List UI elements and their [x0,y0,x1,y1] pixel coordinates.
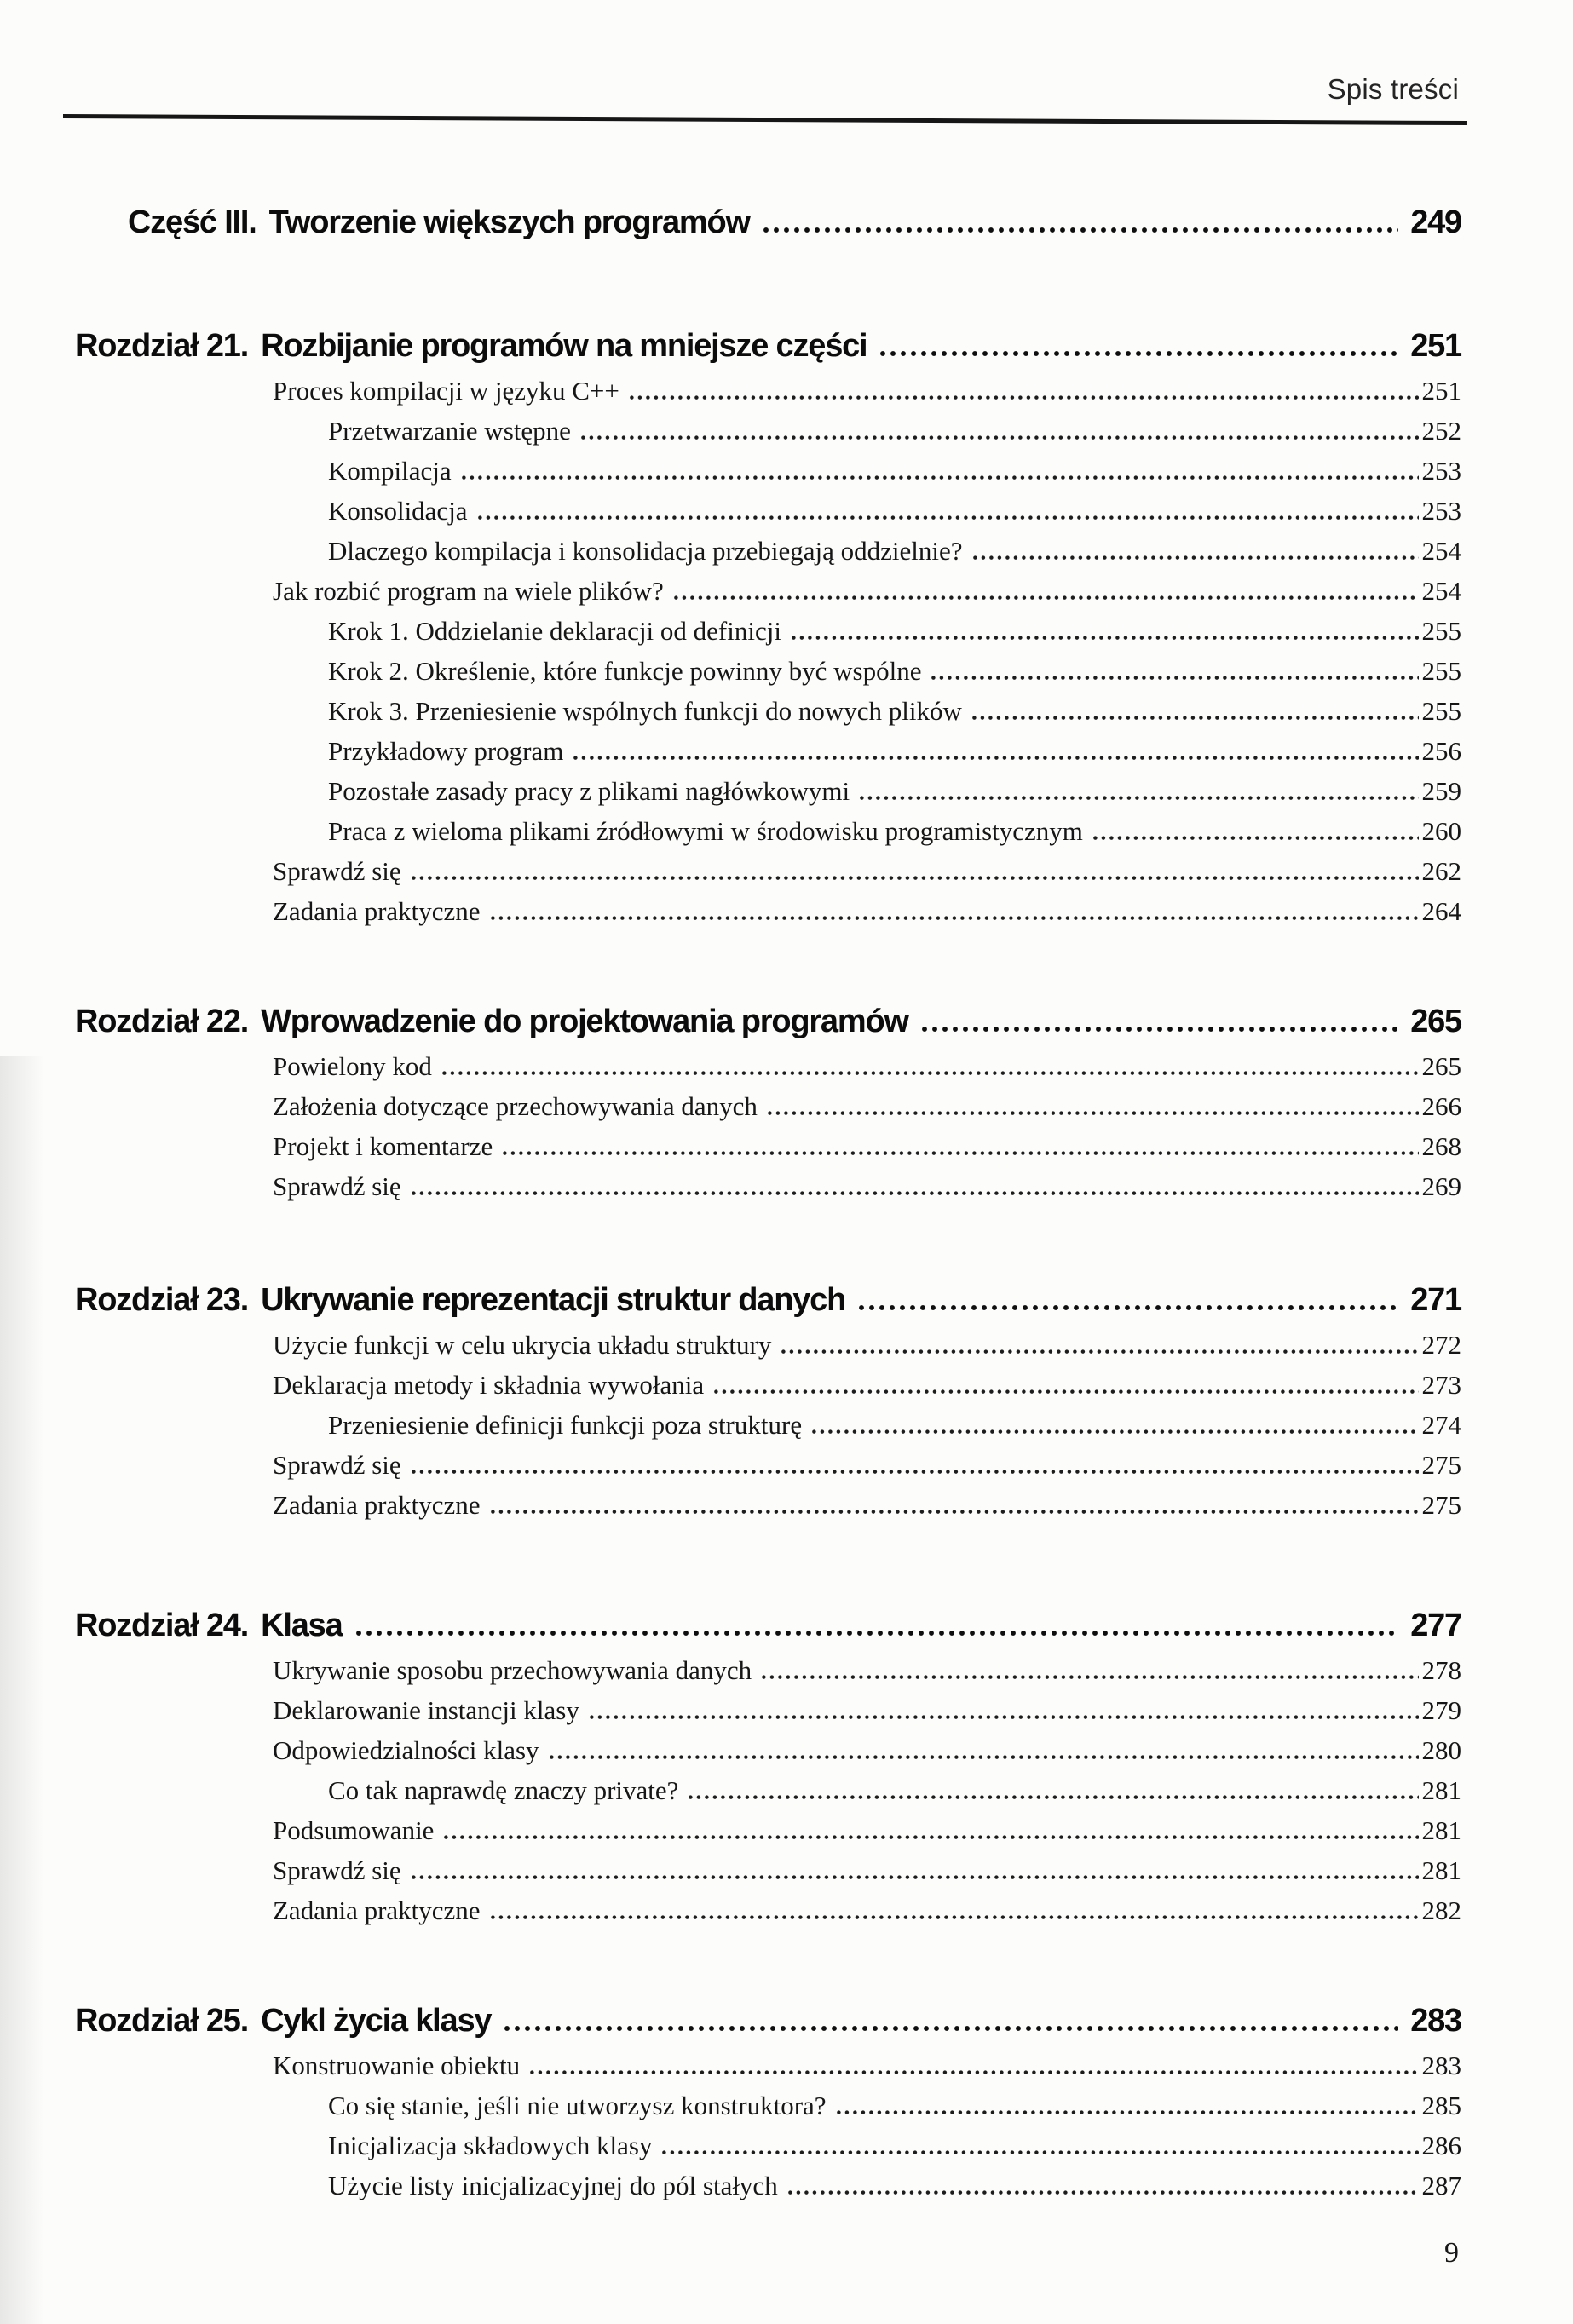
entry-page-ref: 252 [1421,416,1461,446]
entry-title: Konsolidacja [328,496,468,526]
entry-title: Sprawdź się [273,1855,401,1885]
toc-entry [0,2085,1461,2126]
chapter-row [0,321,1461,371]
toc-entry [0,1650,1461,1690]
chapter-page-ref: 283 [1410,2003,1461,2039]
dot-leader [491,1915,1419,1919]
dot-leader [503,1151,1418,1155]
chapter-row [0,1601,1461,1650]
entry-title: Praca z wieloma plikami źródłowymi w środowisku programistycznym [328,816,1083,846]
dot-leader [581,435,1419,440]
toc-entry [0,2045,1461,2085]
entry-title: Jak rozbić program na wiele plików? [273,576,664,606]
toc-entry [0,1810,1461,1850]
entry-page-ref: 259 [1421,776,1461,806]
toc-entry [0,1325,1461,1365]
toc-entry [0,771,1461,811]
entry-page-ref: 283 [1421,2051,1461,2080]
entry-title: Zadania praktyczne [273,1490,481,1520]
toc-entry [0,1046,1461,1086]
entry-title: Co się stanie, jeśli nie utworzysz konstruktora? [328,2091,827,2120]
entry-title: Pozostałe zasady pracy z plikami nagłówkowymi [328,776,850,806]
entry-page-ref: 281 [1421,1855,1461,1885]
chapter-page-ref: 265 [1410,1004,1461,1039]
dot-leader [837,2110,1419,2114]
toc-entry [0,451,1461,491]
entry-page-ref: 280 [1421,1735,1461,1765]
chapter-label: Rozdział 22. [75,1004,249,1039]
dot-leader [491,916,1419,920]
chapter-label: Rozdział 21. [75,328,249,364]
dot-leader [630,395,1419,400]
toc-entry [0,611,1461,651]
chapter-label: Rozdział 23. [75,1282,249,1318]
dot-leader [860,796,1418,800]
toc-entry [0,1126,1461,1166]
chapter-title: Wprowadzenie do projektowania programów [261,1004,908,1039]
chapter-row [0,1275,1461,1325]
dot-leader [788,2190,1419,2195]
entry-title: Podsumowanie [273,1815,435,1845]
dot-leader [412,1191,1419,1195]
entry-title: Deklaracja metody i składnia wywołania [273,1370,705,1400]
running-header: Spis treści [1327,73,1459,105]
toc-entry [0,851,1461,891]
dot-leader [412,1470,1419,1474]
dot-leader [763,227,1398,233]
toc-entry [0,1890,1461,1930]
dot-leader [1093,836,1419,840]
entry-title: Zadania praktyczne [273,1895,481,1925]
entry-page-ref: 278 [1421,1655,1461,1685]
dot-leader [442,1071,1419,1075]
entry-title: Sprawdź się [273,1171,401,1201]
dot-leader [530,2070,1418,2074]
toc-entry [0,811,1461,851]
dot-leader [812,1429,1418,1434]
entry-title: Użycie funkcji w celu ukrycia układu struktury [273,1330,772,1360]
entry-page-ref: 287 [1421,2171,1461,2200]
dot-leader [931,676,1418,680]
chapter-row [0,1996,1461,2045]
entry-page-ref: 266 [1421,1091,1461,1121]
toc-entry [0,1730,1461,1770]
entry-page-ref: 285 [1421,2091,1461,2120]
entry-title: Powielony kod [273,1051,432,1081]
entry-page-ref: 265 [1421,1051,1461,1081]
dot-leader [689,1795,1418,1799]
toc-entry [0,411,1461,451]
dot-leader [859,1305,1398,1310]
entry-title: Co tak naprawdę znaczy private? [328,1775,679,1805]
dot-leader [792,636,1419,640]
entry-title: Inicjalizacja składowych klasy [328,2131,653,2160]
entry-page-ref: 275 [1421,1450,1461,1480]
toc-entry [0,1405,1461,1445]
entry-page-ref: 253 [1421,496,1461,526]
entry-page-ref: 255 [1421,616,1461,646]
entry-title: Przykładowy program [328,736,564,766]
entry-title: Proces kompilacji w języku C++ [273,376,619,406]
entry-page-ref: 264 [1421,896,1461,926]
entry-title: Konstruowanie obiektu [273,2051,521,2080]
entry-title: Dlaczego kompilacja i konsolidacja przebiegają oddzielnie? [328,536,963,566]
entry-page-ref: 256 [1421,736,1461,766]
dot-leader [590,1715,1419,1719]
entry-title: Zadania praktyczne [273,896,481,926]
entry-page-ref: 262 [1421,856,1461,886]
chapter-page-ref: 277 [1410,1608,1461,1643]
chapter-block [0,1996,1461,2206]
toc-entry [0,691,1461,731]
chapter-block [0,1275,1461,1525]
dot-leader [573,756,1418,760]
dot-leader [972,716,1419,720]
dot-leader [550,1755,1419,1759]
entry-page-ref: 255 [1421,656,1461,686]
toc-entry [0,1485,1461,1525]
dot-leader [880,351,1398,356]
entry-page-ref: 269 [1421,1171,1461,1201]
toc-entry [0,1690,1461,1730]
toc-entry [0,651,1461,691]
entry-page-ref: 282 [1421,1895,1461,1925]
entry-title: Założenia dotyczące przechowywania danych [273,1091,758,1121]
toc-entry [0,1365,1461,1405]
entry-page-ref: 272 [1421,1330,1461,1360]
chapter-label: Rozdział 25. [75,2003,249,2039]
entry-page-ref: 279 [1421,1695,1461,1725]
entry-page-ref: 274 [1421,1410,1461,1440]
entry-page-ref: 251 [1421,376,1461,406]
entry-page-ref: 254 [1421,536,1461,566]
chapter-title: Rozbijanie programów na mniejsze części [261,328,867,364]
toc-entry [0,1850,1461,1890]
part-title: Tworzenie większych programów [268,204,750,240]
chapter-label: Rozdział 24. [75,1608,249,1643]
entry-page-ref: 281 [1421,1775,1461,1805]
dot-leader [504,2026,1398,2031]
toc-entry [0,2166,1461,2206]
entry-title: Przeniesienie definicji funkcji poza strukturę [328,1410,803,1440]
dot-leader [973,555,1419,560]
toc-entry [0,371,1461,411]
dot-leader [674,595,1419,600]
chapter-row [0,997,1461,1046]
entry-page-ref: 255 [1421,696,1461,726]
toc-entry [0,1086,1461,1126]
entry-title: Kompilacja [328,456,452,486]
entry-page-ref: 273 [1421,1370,1461,1400]
chapter-block [0,1601,1461,1930]
entry-title: Krok 2. Określenie, które funkcje powinny być wspólne [328,656,922,686]
entry-page-ref: 254 [1421,576,1461,606]
chapter-title: Ukrywanie reprezentacji struktur danych [261,1282,846,1318]
toc-entry [0,491,1461,531]
dot-leader [768,1111,1419,1115]
dot-leader [714,1389,1418,1394]
entry-page-ref: 275 [1421,1490,1461,1520]
entry-title: Sprawdź się [273,856,401,886]
part-label: Część III. [128,204,256,240]
entry-page-ref: 281 [1421,1815,1461,1845]
toc-entry [0,1445,1461,1485]
toc-entry [0,1166,1461,1206]
toc-entry [0,1770,1461,1810]
entry-title: Odpowiedzialności klasy [273,1735,539,1765]
toc-entry [0,891,1461,931]
part-page-ref: 249 [1410,204,1461,240]
part-row [0,198,1461,247]
dot-leader [922,1027,1398,1032]
entry-title: Sprawdź się [273,1450,401,1480]
dot-leader [412,1875,1419,1879]
page-number: 9 [1444,2237,1459,2269]
chapter-page-ref: 271 [1410,1282,1461,1318]
dot-leader [478,515,1419,520]
entry-page-ref: 268 [1421,1131,1461,1161]
toc-entry [0,531,1461,571]
toc-entry [0,2126,1461,2166]
entry-title: Projekt i komentarze [273,1131,493,1161]
entry-title: Przetwarzanie wstępne [328,416,571,446]
entry-page-ref: 260 [1421,816,1461,846]
chapter-block [0,321,1461,931]
entry-title: Ukrywanie sposobu przechowywania danych [273,1655,752,1685]
dot-leader [781,1349,1418,1354]
dot-leader [762,1675,1418,1679]
dot-leader [444,1835,1418,1839]
chapter-title: Cykl życia klasy [261,2003,492,2039]
dot-leader [491,1510,1419,1514]
toc-entry [0,571,1461,611]
dot-leader [462,475,1419,480]
dot-leader [412,876,1419,880]
entry-title: Użycie listy inicjalizacyjnej do pól stałych [328,2171,778,2200]
toc-entry [0,731,1461,771]
entry-title: Krok 3. Przeniesienie wspólnych funkcji do nowych plików [328,696,962,726]
chapter-block [0,997,1461,1206]
dot-leader [356,1631,1399,1636]
dot-leader [662,2150,1418,2154]
entry-title: Krok 1. Oddzielanie deklaracji od definicji [328,616,781,646]
entry-title: Deklarowanie instancji klasy [273,1695,579,1725]
entry-page-ref: 286 [1421,2131,1461,2160]
entry-page-ref: 253 [1421,456,1461,486]
chapter-title: Klasa [261,1608,343,1643]
chapter-page-ref: 251 [1410,328,1461,364]
